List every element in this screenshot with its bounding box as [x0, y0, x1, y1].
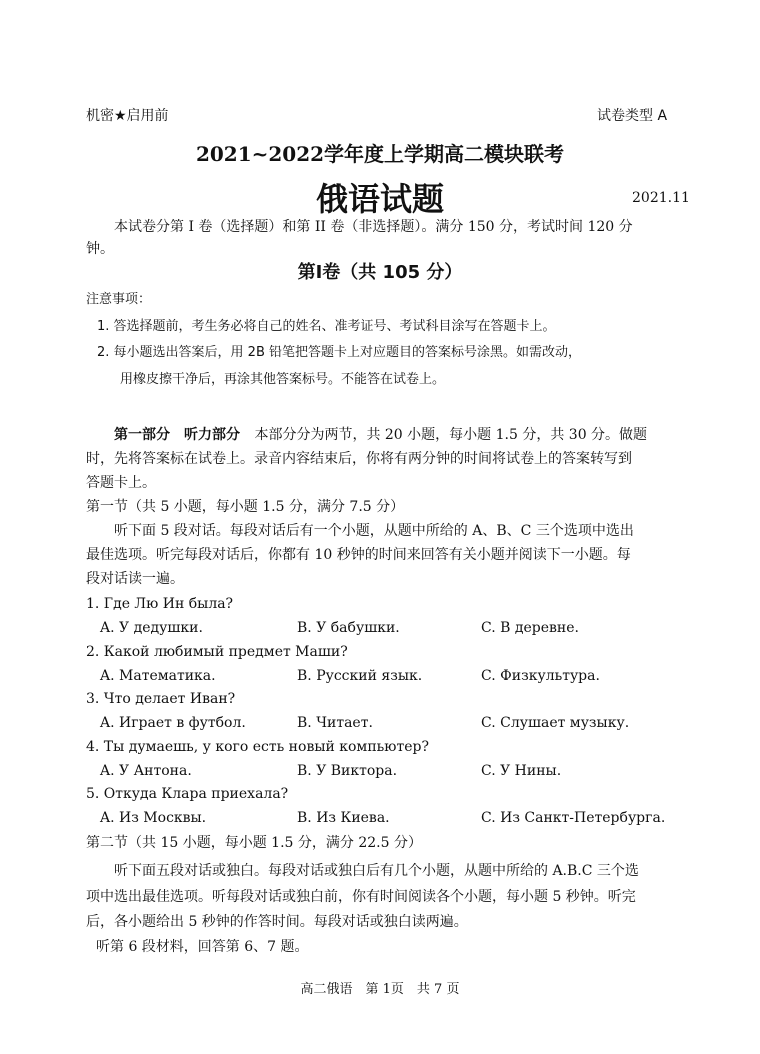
part-one-title: 第Ⅰ卷（共 105 分） — [297, 262, 463, 283]
section-one-line-1 — [114, 422, 647, 448]
question-5: 5. Откуда Клара приехала? — [86, 786, 289, 802]
subsection-one-instruction-1: 听下面 5 段对话。每段对话后有一个小题，从题中所给的 A、B、C 三个选项中选出 — [114, 523, 634, 539]
subsection-one-instruction-2: 最佳选项。听完每段对话后，你都有 10 秒钟的时间来回答有关小题并阅读下一小题。每 — [86, 547, 631, 563]
question-4-option-b: B. У Виктора. — [297, 763, 398, 779]
subject-title: 俄语试题 — [315, 180, 444, 218]
notes-item-2-line-1: 2. 每小题选出答案后，用 2B 铅笔把答题卡上对应题目的答案标号涂黑。如需改动， — [97, 345, 581, 360]
question-5-option-b: B. Из Киева. — [297, 810, 390, 826]
subsection-one-instruction-3: 段对话读一遍。 — [86, 571, 184, 587]
exam-date: 2021.11 — [632, 190, 690, 206]
question-3: 3. Что делает Иван? — [86, 691, 236, 707]
question-1-option-a: A. У дедушки. — [100, 620, 203, 636]
subsection-two-title: 第二节（共 15 小题，每小题 1.5 分，满分 22.5 分） — [86, 835, 422, 851]
question-5-option-c: C. Из Санкт-Петербурга. — [481, 810, 666, 826]
section-one-line-2: 时，先将答案标在试卷上。录音内容结束后，你将有两分钟的时间将试卷上的答案转写到 — [86, 451, 632, 467]
intro-line-2: 钟。 — [86, 241, 114, 257]
question-4-option-c: C. У Нины. — [481, 763, 562, 779]
material-six-instruction: 听第 6 段材料，回答第 6、7 题。 — [96, 939, 309, 955]
notes-item-2-line-2: 用橡皮擦干净后，再涂其他答案标号。不能答在试卷上。 — [120, 372, 446, 387]
question-4: 4. Ты думаешь, у кого есть новый компьютер? — [86, 739, 429, 755]
question-3-option-b: B. Читает. — [297, 715, 373, 731]
question-3-option-a: A. Играет в футбол. — [100, 715, 246, 731]
exam-title: 2021~2022学年度上学期高二模块联考 — [195, 142, 565, 166]
question-1-option-c: C. В деревне. — [481, 620, 579, 636]
question-4-option-a: A. У Антона. — [100, 763, 192, 779]
question-1: 1. Где Лю Ин была? — [86, 596, 234, 612]
question-2: 2. Какой любимый предмет Маши? — [86, 644, 348, 660]
question-2-option-a: A. Математика. — [100, 668, 216, 684]
section-one-label: 第一部分 听力部分 — [114, 427, 240, 443]
question-5-option-a: A. Из Москвы. — [100, 810, 207, 826]
notes-item-1: 1. 答选择题前，考生务必将自己的姓名、准考证号、考试科目涂写在答题卡上。 — [97, 319, 556, 334]
subsection-one-title: 第一节（共 5 小题，每小题 1.5 分，满分 7.5 分） — [86, 499, 405, 515]
section-one-desc: 本部分分为两节，共 20 小题，每小题 1.5 分，共 30 分。做题 — [254, 427, 648, 443]
question-2-option-c: C. Физкультура. — [481, 668, 600, 684]
section-one-line-3: 答题卡上。 — [86, 475, 156, 491]
question-1-option-b: B. У бабушки. — [297, 620, 400, 636]
question-2-option-b: B. Русский язык. — [297, 668, 423, 684]
page-footer: 高二俄语 第 1页 共 7 页 — [300, 982, 460, 997]
notes-heading: 注意事项： — [86, 292, 152, 307]
subsection-two-instruction-1: 听下面五段对话或独白。每段对话或独白后有几个小题，从题中所给的 A.B.C 三个选 — [114, 863, 639, 879]
intro-line-1: 本试卷分第 I 卷（选择题）和第 II 卷（非选择题）。满分 150 分，考试时间 120 分 — [114, 219, 633, 235]
subsection-two-instruction-3: 后，各小题给出 5 秒钟的作答时间。每段对话或独白读两遍。 — [86, 914, 468, 930]
subsection-two-instruction-2: 项中选出最佳选项。听每段对话或独白前，你有时间阅读各个小题，每小题 5 秒钟。听完 — [86, 889, 636, 905]
paper-type-label: 试卷类型 A — [597, 108, 668, 124]
confidential-label: 机密★启用前 — [86, 108, 169, 124]
question-3-option-c: C. Слушает музыку. — [481, 715, 630, 731]
